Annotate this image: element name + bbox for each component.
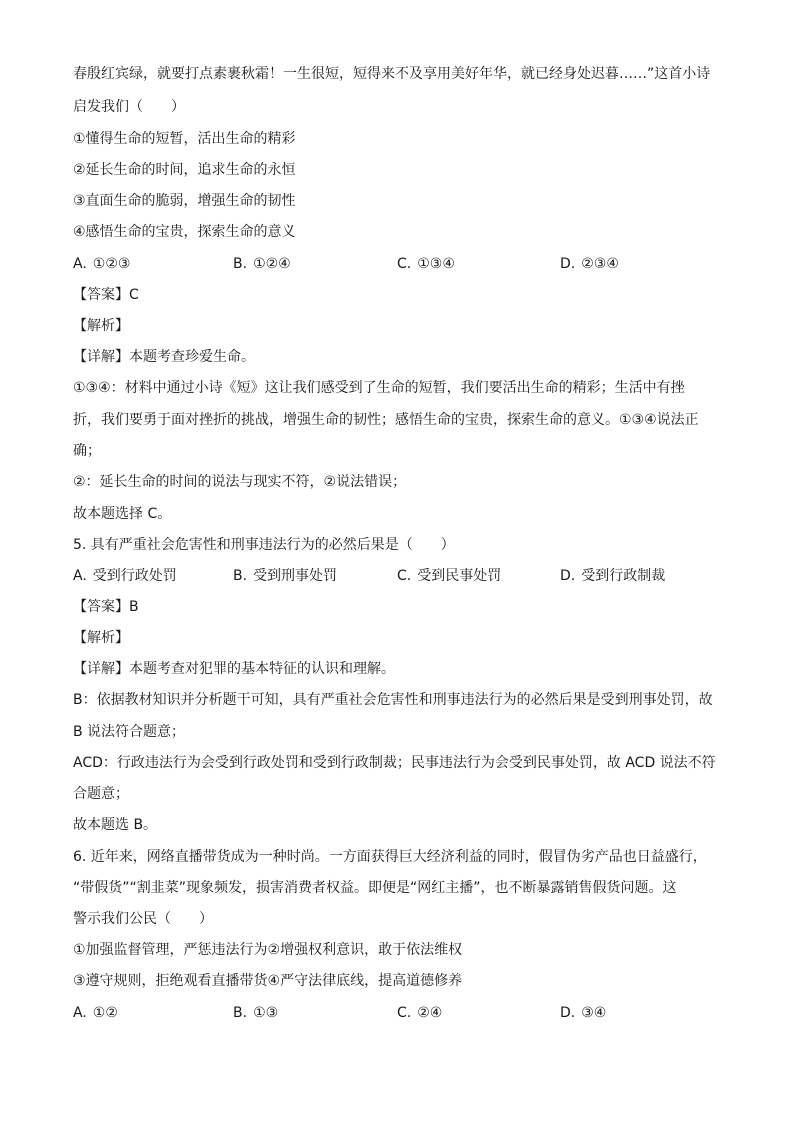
q4-analysis-heading: 【解析】 — [73, 318, 129, 334]
q6-option-c: C. ②④ — [397, 1005, 443, 1021]
q5-stem: 5. 具有严重社会危害性和刑事违法行为的必然后果是（ ） — [73, 537, 455, 553]
q5-option-c: C. 受到民事处罚 — [397, 568, 502, 584]
q4-explanation-line-2: 折，我们要勇于面对挫折的挑战，增强生命的韧性；感悟生命的宝贵，探索生命的意义。①③④说法正 — [73, 412, 699, 428]
q6-option-a: A. ①② — [73, 1005, 118, 1021]
q6-stem-line-2: “带假货”“割韭菜”现象频发，损害消费者权益。即便是“网红主播”，也不断暴露销售假货问题。这 — [73, 880, 677, 896]
q5-option-d: D. 受到行政制裁 — [560, 568, 666, 584]
q4-detail: 【详解】本题考查珍爱生命。 — [73, 349, 255, 365]
q5-explanation-line-1: B：依据教材知识并分析题干可知，具有严重社会危害性和刑事违法行为的必然后果是受到刑事处罚，故 — [73, 692, 713, 708]
q4-item-4: ④感悟生命的宝贵，探索生命的意义 — [73, 224, 296, 240]
q6-stem-line-1: 6. 近年来，网络直播带货成为一种时尚。一方面获得巨大经济利益的同时，假冒伪劣产品也日益盛行， — [73, 849, 707, 865]
q5-explanation-2-line-1: ACD：行政违法行为会受到行政处罚和受到行政制裁；民事违法行为会受到民事处罚，故 ACD 说法不符 — [73, 755, 716, 771]
q4-item-1: ①懂得生命的短暂，活出生命的精彩 — [73, 131, 296, 147]
q4-answer: 【答案】C — [73, 287, 139, 303]
q4-explanation-2: ②：延长生命的时间的说法与现实不符，②说法错误； — [73, 474, 407, 490]
q6-items-line-2: ③遵守规则，拒绝观看直播带货④严守法律底线，提高道德修养 — [73, 973, 463, 989]
q5-detail: 【详解】本题考查对犯罪的基本特征的认识和理解。 — [73, 661, 395, 677]
q6-option-b: B. ①③ — [233, 1005, 279, 1021]
q4-item-3: ③直面生命的脆弱，增强生命的韧性 — [73, 193, 296, 209]
q4-option-b: B. ①②④ — [233, 256, 291, 272]
q6-items-line-1: ①加强监督管理，严惩违法行为②增强权利意识，敢于依法维权 — [73, 942, 463, 958]
q5-option-a: A. 受到行政处罚 — [73, 568, 177, 584]
q4-option-d: D. ②③④ — [560, 256, 619, 272]
q6-option-d: D. ③④ — [560, 1005, 607, 1021]
q4-stem-line-2: 启发我们（ ） — [73, 99, 185, 115]
q5-answer: 【答案】B — [73, 599, 139, 615]
q6-options — [73, 1003, 733, 1023]
q5-analysis-heading: 【解析】 — [73, 630, 129, 646]
q5-explanation-2-line-2: 合题意； — [73, 786, 129, 802]
q5-options — [73, 566, 733, 586]
q4-item-2: ②延长生命的时间，追求生命的永恒 — [73, 162, 296, 178]
q4-options — [73, 254, 733, 274]
q4-explanation-line-3: 确； — [73, 443, 101, 459]
q5-conclusion: 故本题选 B。 — [73, 817, 158, 833]
q6-stem-line-3: 警示我们公民（ ） — [73, 911, 213, 927]
q5-option-b: B. 受到刑事处罚 — [233, 568, 338, 584]
q4-option-a: A. ①②③ — [73, 256, 131, 272]
q4-explanation-line-1: ①③④：材料中通过小诗《短》这让我们感受到了生命的短暂，我们要活出生命的精彩；生活中有挫 — [73, 380, 685, 396]
q4-conclusion: 故本题选择 C。 — [73, 506, 172, 522]
q4-option-c: C. ①③④ — [397, 256, 455, 272]
q4-stem-line-1: 春殷红宾绿，就要打点素裹秋霜！一生很短，短得来不及享用美好年华，就已经身处迟暮……”这首小诗 — [73, 66, 711, 82]
q5-explanation-line-2: B 说法符合题意； — [73, 724, 186, 740]
